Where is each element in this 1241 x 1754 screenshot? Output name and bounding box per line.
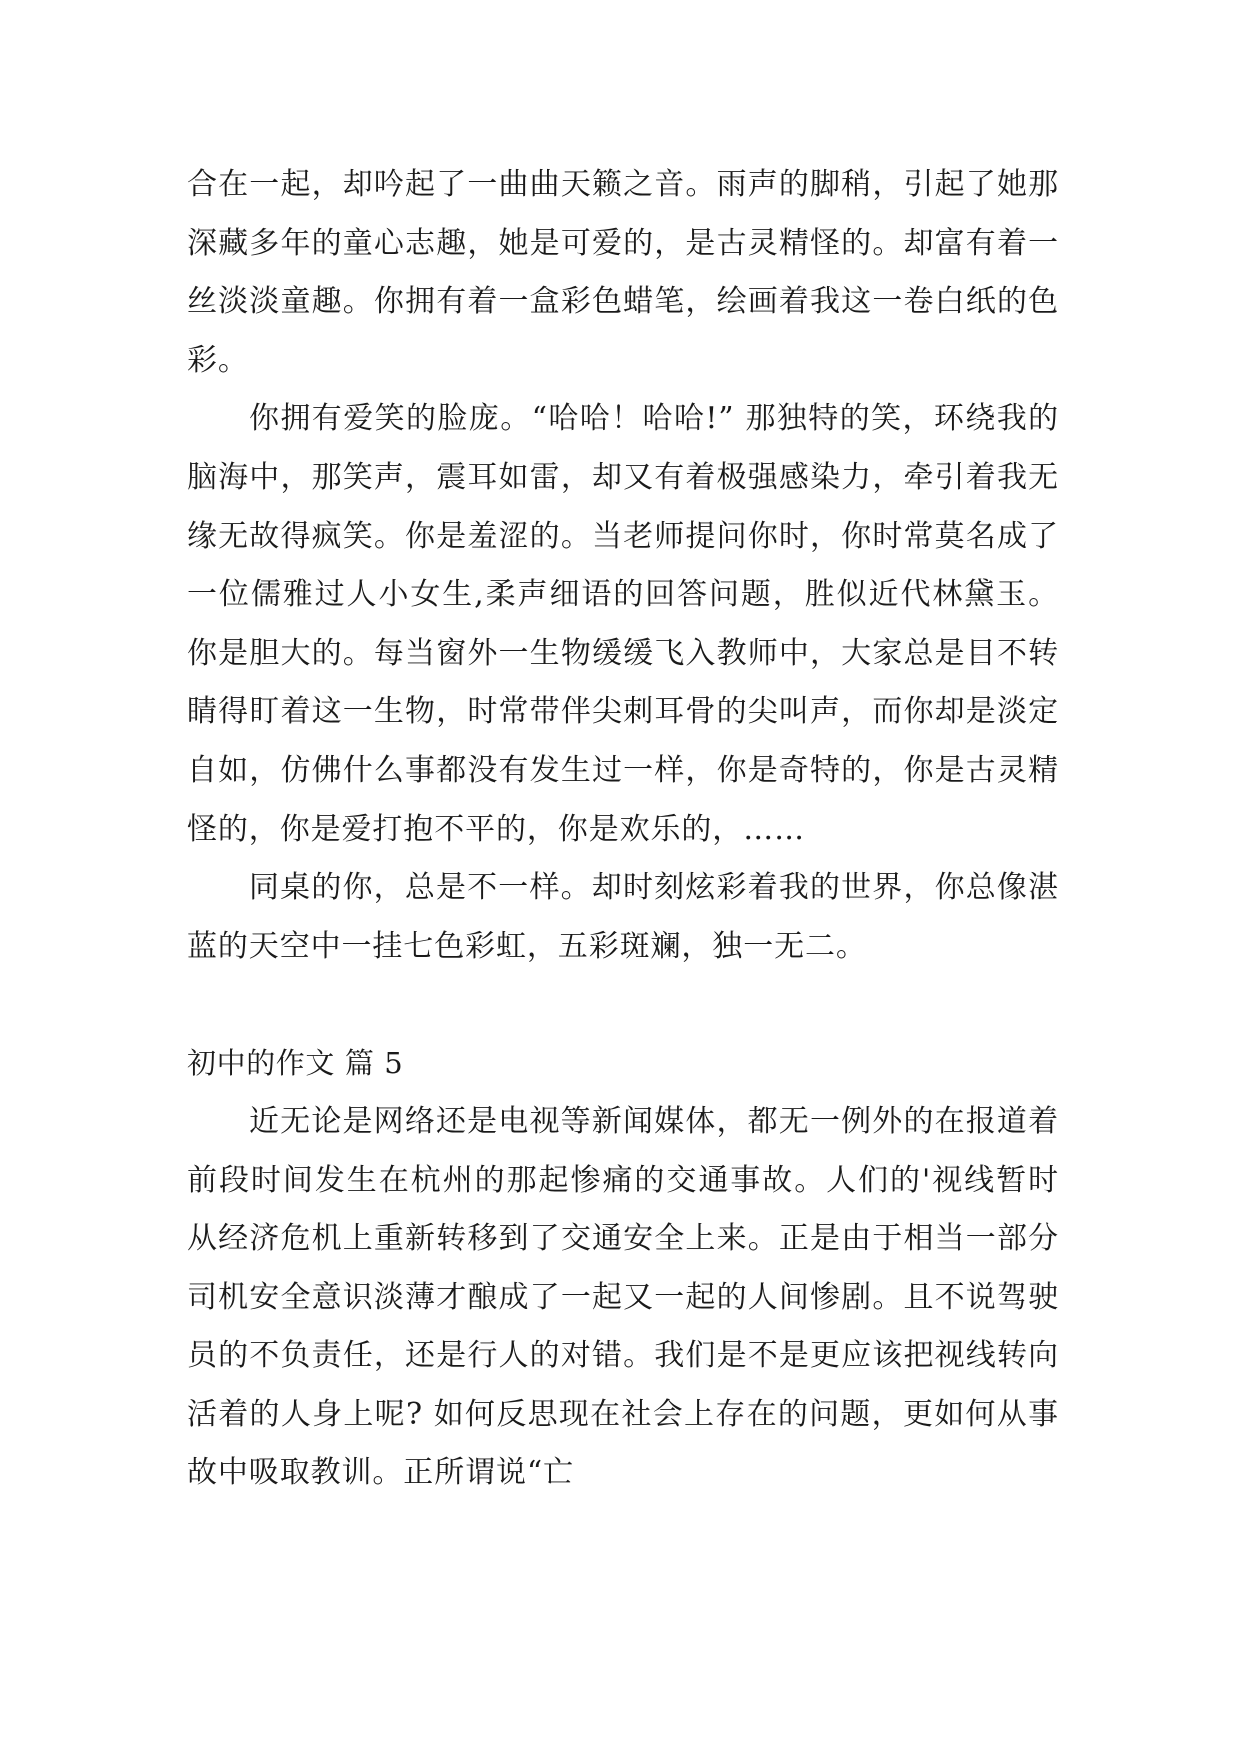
paragraph-continuation: 合在一起，却吟起了一曲曲天籁之音。雨声的脚稍，引起了她那深藏多年的童心志趣，她是可爱的，是古灵精怪的。却富有着一丝淡淡童趣。你拥有着一盒彩色蜡笔，绘画着我这一卷白纸的色彩。 [187,167,1059,378]
section-heading: 初中的作文 篇 5 [187,1046,404,1081]
paragraph-laughing-face: 你拥有爱笑的脸庞。“哈哈！哈哈!” 那独特的笑，环绕我的脑海中，那笑声，震耳如雷，却又有着极强感染力，牵引着我无缘无故得疯笑。你是羞涩的。当老师提问你时，你时常莫名成了一位儒雅过人小女生,柔声细语的回答问题，胜似近代林黛玉。你是胆大的。每当窗外一生物缓缓飞入教师中，大家总是目不转睛得盯着这一生物，时常带伴尖刺耳骨的尖叫声，而你却是淡定自如，仿佛什么事都没有发生过一样，你是奇特的，你是古灵精怪的，你是爱打抱不平的，你是欢乐的，…… [187,401,1059,847]
document-body [187,156,1059,1503]
paragraph-traffic-accident: 近无论是网络还是电视等新闻媒体，都无一例外的在报道着前段时间发生在杭州的那起惨痛的交通事故。人们的'视线暂时从经济危机上重新转移到了交通安全上来。正是由于相当一部分司机安全意识淡薄才酿成了一起又一起的人间惨剧。且不说驾驶员的不负责任，还是行人的对错。我们是不是更应该把视线转向活着的人身上呢? 如何反思现在社会上存在的问题，更如何从事故中吸取教训。正所谓说“亡 [187,1103,1059,1491]
paragraph-deskmate-conclusion: 同桌的你，总是不一样。却时刻炫彩着我的世界，你总像湛蓝的天空中一挂七色彩虹，五彩斑斓，独一无二。 [187,870,1059,964]
